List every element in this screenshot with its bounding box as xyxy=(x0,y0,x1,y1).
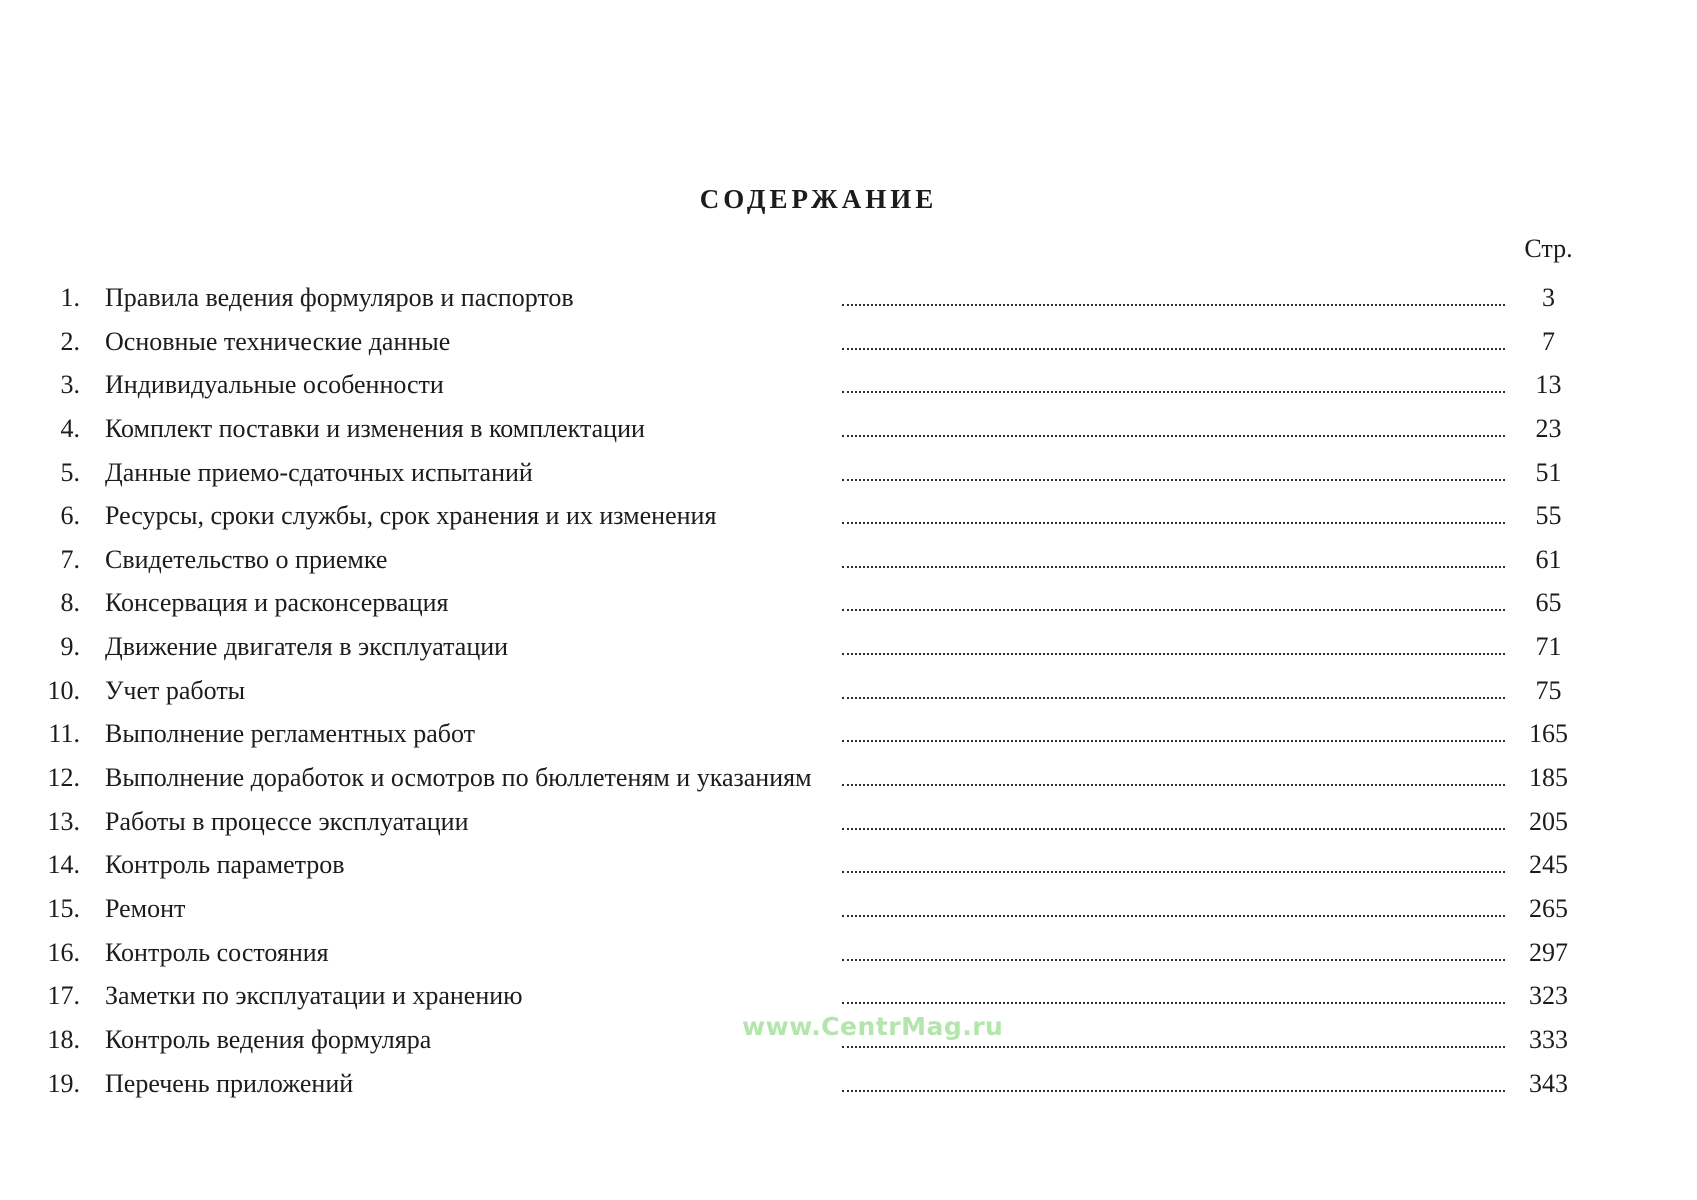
dot-leader xyxy=(842,304,1505,306)
toc-item-number: 19. xyxy=(47,1068,80,1098)
toc-row xyxy=(45,981,1592,1025)
dot-leader xyxy=(842,391,1505,393)
dot-leader xyxy=(842,959,1505,961)
toc-item-number: 7. xyxy=(60,544,80,574)
dot-leader xyxy=(842,915,1505,917)
toc-row xyxy=(45,414,1592,458)
dot-leader xyxy=(842,784,1505,786)
toc-item-page: 13 xyxy=(1535,370,1562,400)
dot-leader xyxy=(842,740,1505,742)
toc-item-title: Консервация и расконсервация xyxy=(105,588,449,618)
toc-item-title: Индивидуальные особенности xyxy=(105,370,444,400)
page-column-header: Стр. xyxy=(1524,234,1573,263)
toc-item-title: Работы в процессе эксплуатации xyxy=(105,806,469,836)
toc-item-number: 16. xyxy=(47,937,80,967)
toc-row xyxy=(45,283,1592,327)
toc-item-title: Свидетельство о приемке xyxy=(105,544,388,574)
dot-leader xyxy=(842,828,1505,830)
toc-item-number: 9. xyxy=(60,632,80,662)
toc-item-number: 11. xyxy=(48,719,80,749)
toc-row xyxy=(45,327,1592,371)
toc-item-title: Заметки по эксплуатации и хранению xyxy=(105,981,523,1011)
toc-item-page: 7 xyxy=(1542,326,1555,356)
toc-row xyxy=(45,632,1592,676)
toc-row xyxy=(45,458,1592,502)
dot-leader xyxy=(842,653,1505,655)
toc-item-title: Ремонт xyxy=(105,893,186,923)
toc-item-number: 1. xyxy=(60,283,80,312)
toc-row xyxy=(45,588,1592,632)
toc-item-page: 165 xyxy=(1529,719,1568,749)
dot-leader xyxy=(842,479,1505,481)
toc-row xyxy=(45,938,1592,982)
toc-row xyxy=(45,850,1592,894)
dot-leader xyxy=(842,871,1505,873)
toc-item-title: Контроль ведения формуляра xyxy=(105,1024,432,1054)
toc-item-title: Основные технические данные xyxy=(105,326,451,356)
toc-item-number: 12. xyxy=(47,763,80,793)
toc-item-page: 55 xyxy=(1535,501,1562,531)
toc-row xyxy=(45,545,1592,589)
toc-item-number: 4. xyxy=(60,413,80,443)
toc-item-title: Ресурсы, сроки службы, срок хранения и их изменения xyxy=(105,501,717,531)
toc-item-title: Данные приемо-сдаточных испытаний xyxy=(105,457,533,487)
toc-item-title: Выполнение регламентных работ xyxy=(105,719,476,749)
toc-row xyxy=(45,501,1592,545)
toc-item-title: Комплект поставки и изменения в комплектации xyxy=(105,413,645,443)
toc-item-number: 17. xyxy=(47,981,80,1011)
toc-item-page: 297 xyxy=(1529,937,1568,967)
toc-item-title: Движение двигателя в эксплуатации xyxy=(105,632,509,662)
toc-row xyxy=(45,370,1592,414)
dot-leader xyxy=(842,566,1505,568)
toc-item-title: Контроль параметров xyxy=(105,850,345,880)
toc-item-page: 23 xyxy=(1535,413,1562,443)
toc-item-number: 15. xyxy=(47,893,80,923)
toc-row xyxy=(45,676,1592,720)
toc-item-page: 265 xyxy=(1529,893,1568,923)
toc-item-page: 75 xyxy=(1535,675,1562,705)
dot-leader xyxy=(842,435,1505,437)
toc-item-title: Выполнение доработок и осмотров по бюллетеням и указаниям xyxy=(105,763,812,793)
toc-item-number: 6. xyxy=(60,501,80,531)
toc-row xyxy=(45,719,1592,763)
toc-item-page: 333 xyxy=(1529,1024,1568,1054)
toc-row xyxy=(45,763,1592,807)
page-title: СОДЕРЖАНИЕ xyxy=(699,184,938,214)
toc-item-page: 343 xyxy=(1529,1068,1568,1098)
toc-item-number: 5. xyxy=(60,457,80,487)
toc-item-page: 205 xyxy=(1529,806,1568,836)
toc-item-page: 185 xyxy=(1529,763,1568,793)
toc-item-title: Учет работы xyxy=(105,675,246,705)
toc-item-page: 51 xyxy=(1535,457,1562,487)
dot-leader xyxy=(842,348,1505,350)
toc-item-title: Перечень приложений xyxy=(105,1068,354,1098)
toc-row xyxy=(45,1025,1592,1069)
toc-item-page: 245 xyxy=(1529,850,1568,880)
toc-item-number: 10. xyxy=(47,675,80,705)
toc-item-title: Правила ведения формуляров и паспортов xyxy=(105,283,574,312)
dot-leader xyxy=(842,1090,1505,1092)
toc-list xyxy=(0,283,1592,1112)
toc-item-page: 65 xyxy=(1535,588,1562,618)
toc-row xyxy=(45,807,1592,851)
dot-leader xyxy=(842,609,1505,611)
toc-item-page: 61 xyxy=(1535,544,1562,574)
watermark: www.CentrMag.ru xyxy=(742,1012,1004,1041)
dot-leader xyxy=(842,1002,1505,1004)
toc-item-title: Контроль состояния xyxy=(105,937,329,967)
toc-item-number: 8. xyxy=(60,588,80,618)
toc-row xyxy=(45,894,1592,938)
toc-item-page: 3 xyxy=(1542,283,1555,312)
toc-row xyxy=(45,1069,1592,1113)
dot-leader xyxy=(842,1046,1505,1048)
toc-item-page: 323 xyxy=(1529,981,1568,1011)
toc-item-number: 13. xyxy=(47,806,80,836)
dot-leader xyxy=(842,697,1505,699)
toc-item-number: 14. xyxy=(47,850,80,880)
dot-leader xyxy=(842,522,1505,524)
toc-item-number: 18. xyxy=(47,1024,80,1054)
toc-item-number: 3. xyxy=(60,370,80,400)
toc-item-number: 2. xyxy=(60,326,80,356)
toc-item-page: 71 xyxy=(1535,632,1562,662)
